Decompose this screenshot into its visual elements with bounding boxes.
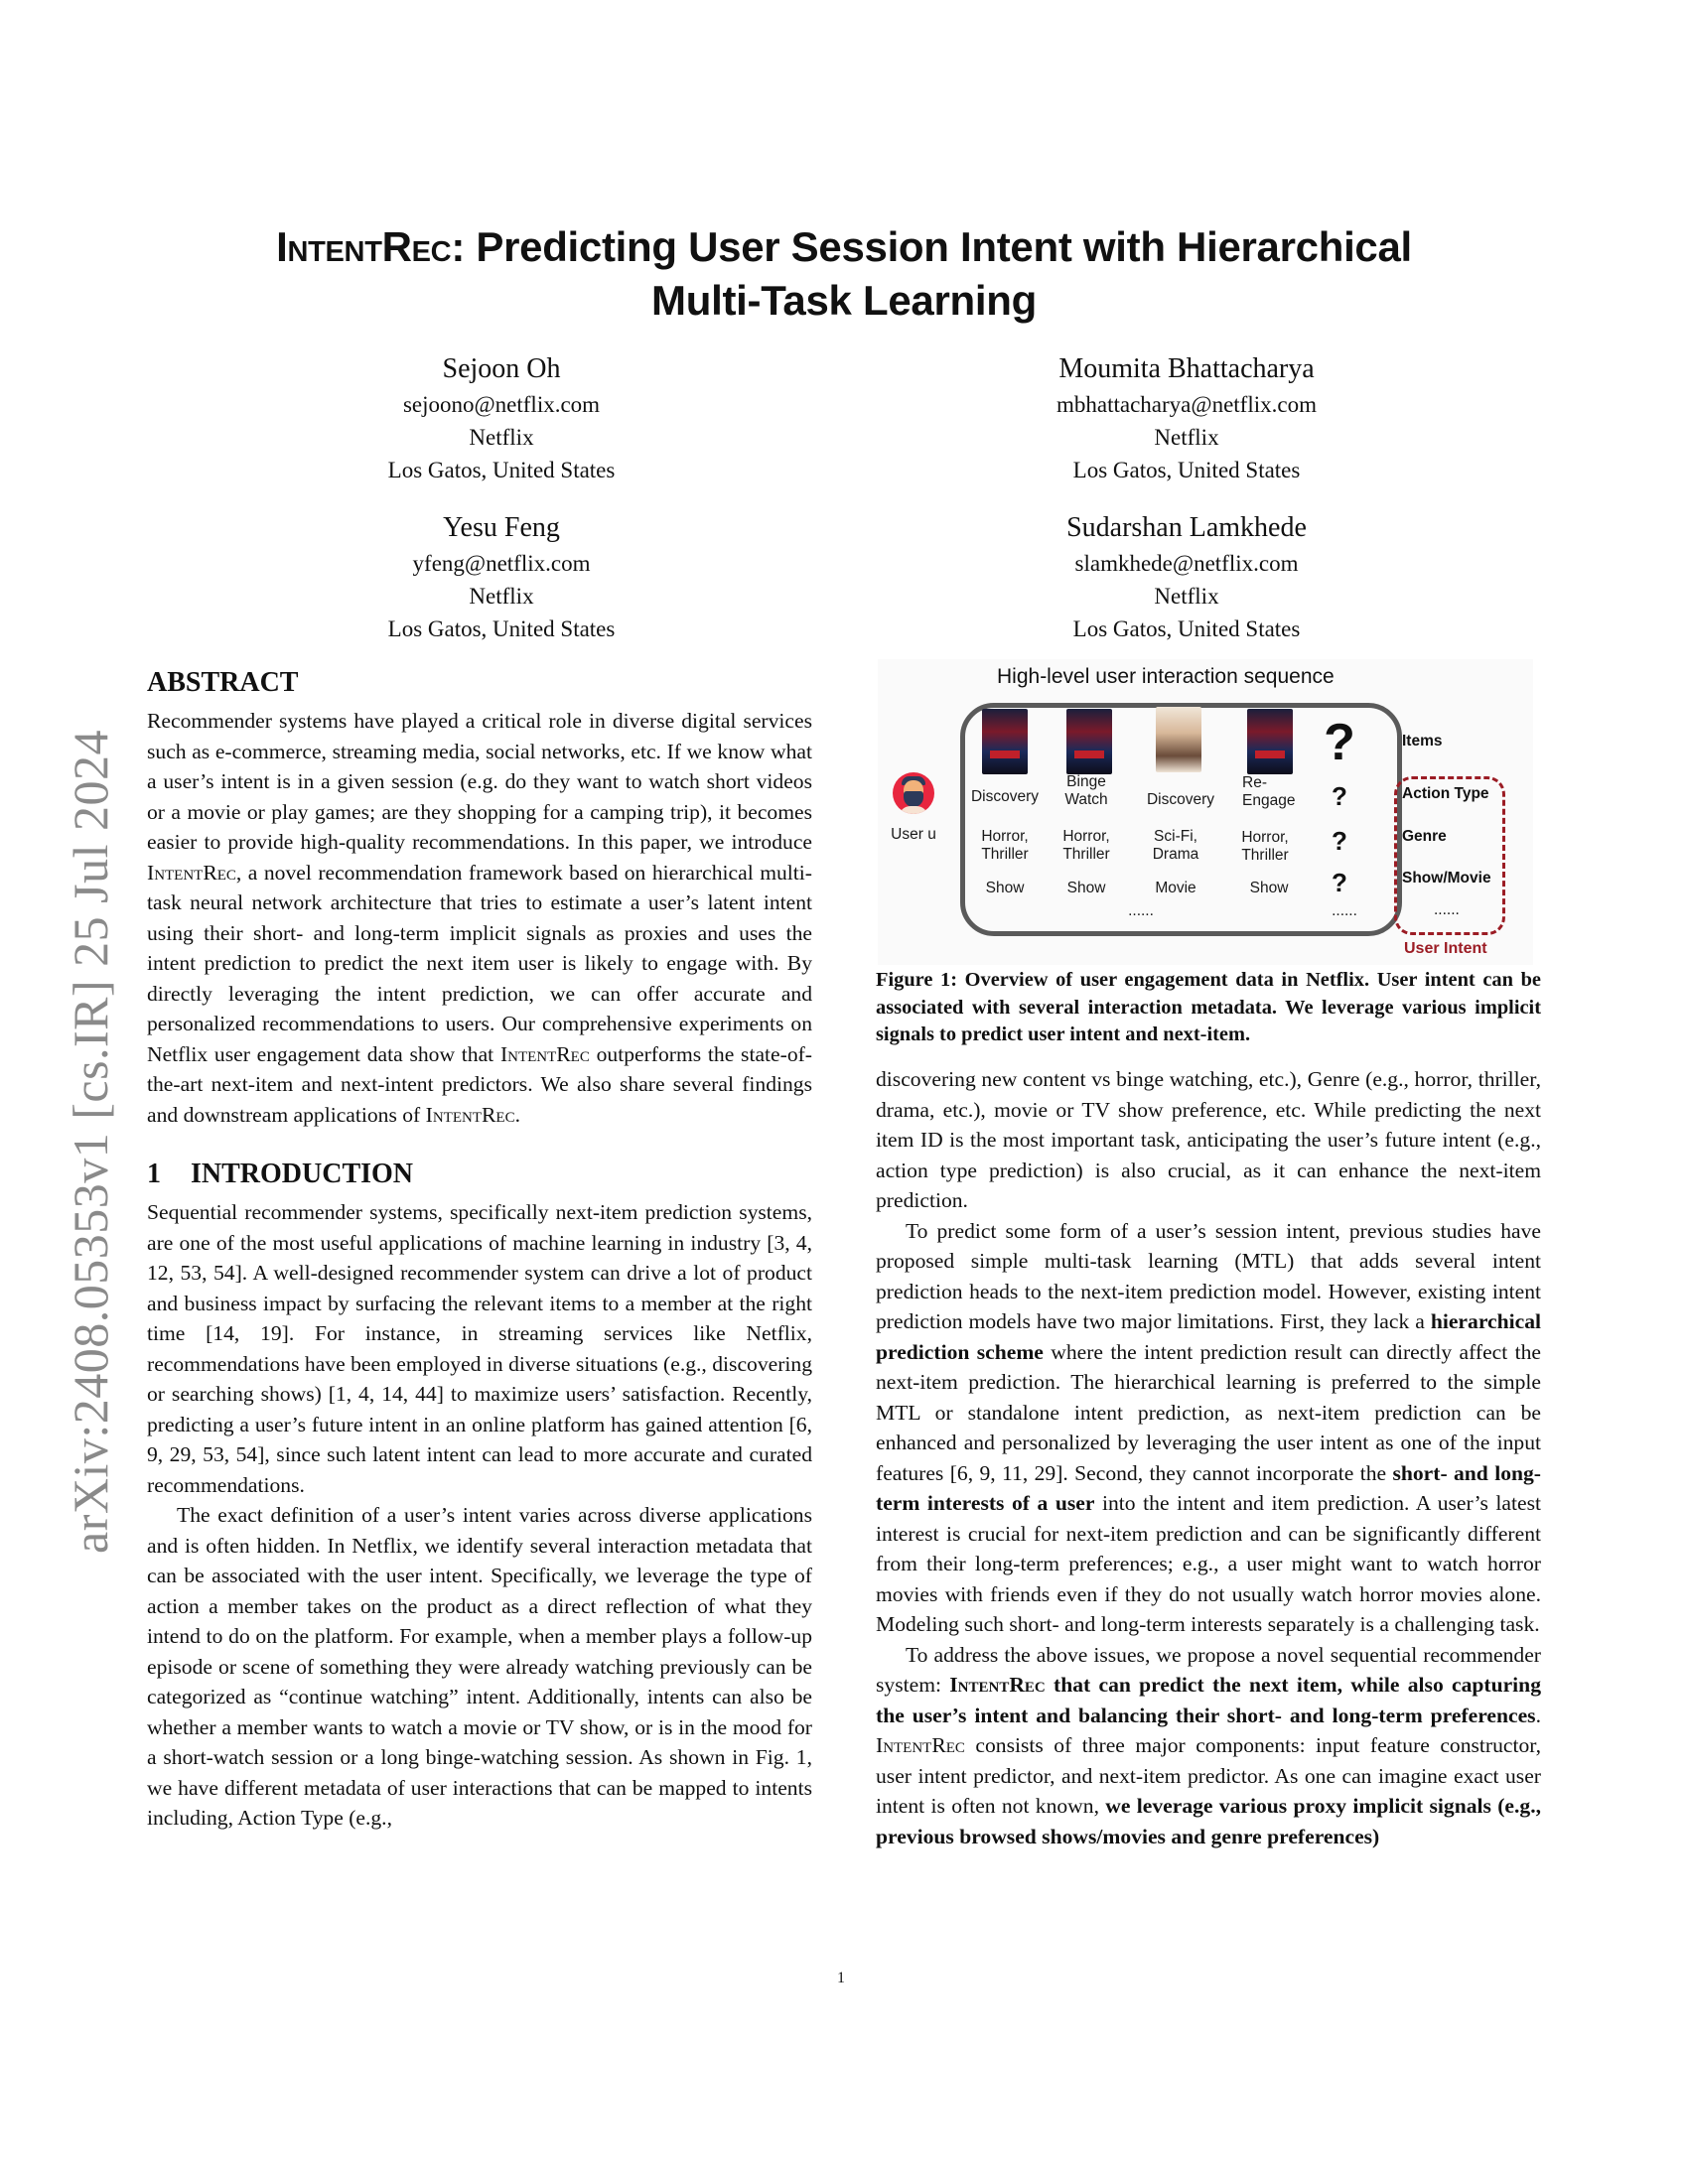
type-label: Show [1066, 880, 1106, 896]
unknown-type-mark: ? [1332, 868, 1347, 897]
figure-1-caption: Figure 1: Overview of user engagement data in Netflix. User intent can be associated with several interaction metadata. We leverage various implicit signals to predict user intent and next-item. [876, 969, 1541, 1045]
genre-label: Horror, Thriller [981, 828, 1029, 863]
emphasis: that can predict the next item, while also capturing the user’s intent and balancing their short- and long-term preferences [876, 1673, 1541, 1727]
author-block [938, 350, 1435, 486]
author-location: Los Gatos, United States [387, 458, 616, 482]
type-label: Movie [1155, 880, 1196, 896]
system-name: IntentRec [147, 860, 236, 885]
emphasis: we leverage various proxy implicit signals (e.g., previous browsed shows/movies and genre preferences) [876, 1794, 1541, 1848]
sequence-ellipsis: ...... [1128, 902, 1154, 919]
author-location: Los Gatos, United States [387, 616, 616, 641]
author-email[interactable]: sejoono@netflix.com [402, 392, 601, 417]
author-block [938, 509, 1435, 645]
stranger-things-poster-icon [1247, 709, 1293, 774]
author-name: Sejoon Oh [442, 353, 561, 384]
emphasis: short- and long-term interests of a user [876, 1460, 1541, 1515]
author-email[interactable]: yfeng@netflix.com [412, 551, 591, 576]
page-number: 1 [837, 1970, 845, 1986]
user-avatar-icon [893, 772, 934, 814]
title-line-2: Multi-Task Learning [651, 277, 1037, 324]
genre-label: Sci-Fi, Drama [1152, 828, 1199, 863]
unknown-item-mark: ? [1324, 714, 1355, 771]
introduction-heading [147, 1158, 812, 1191]
sequence-ellipsis: ...... [1332, 902, 1357, 919]
stranger-things-poster-icon [982, 709, 1028, 774]
intro-paragraph: The exact definition of a user’s intent varies across diverse applications and is often hidden. In Netflix, we identify several interaction metadata that can be associated with the user intent. Specifically, we leverage the type of action a member takes on the product as a direct reflection of what they intend to do on the platform. For example, when a member plays a follow-up episode or scene of something they were already watching previously can be categorized as “continue watching” intent. Additionally, intents can also be whether a member wants to watch a movie or TV show, or is in the mood for a short-watch session or a long binge-watching session. As shown in Fig. 1, we have different metadata of user interactions that can be mapped to intents including, Action Type (e.g., [147, 1503, 812, 1830]
author-block [253, 509, 750, 645]
type-label: Show [1249, 880, 1289, 896]
title-system-name: IntentRec [276, 223, 452, 270]
author-email[interactable]: mbhattacharya@netflix.com [1056, 392, 1317, 417]
unknown-genre-mark: ? [1332, 826, 1347, 856]
action-type-label: Action Type [1402, 785, 1489, 802]
intro-paragraph-continued: discovering new content vs binge watching, etc.), Genre (e.g., horror, thriller, drama, etc.), movie or TV show preference, etc. While predicting the next item ID is the most important task, anticipating the user’s future intent (e.g., action type prediction) is also crucial, as it can enhance the next-item prediction. [876, 1067, 1541, 1212]
user-label: User u [891, 826, 936, 843]
system-name: IntentRec [425, 1102, 515, 1127]
arxiv-identifier-stamp: arXiv:2408.05353v1 [cs.IR] 25 Jul 2024 [63, 729, 118, 1554]
author-name: Moumita Bhattacharya [1058, 353, 1315, 384]
author-affiliation: Netflix [1154, 425, 1219, 450]
genre-row-label: Genre [1402, 828, 1447, 845]
author-affiliation: Netflix [469, 584, 534, 609]
abstract-heading: ABSTRACT [147, 667, 299, 698]
items-label: Items [1402, 733, 1443, 750]
section-title: INTRODUCTION [191, 1159, 414, 1189]
author-name: Yesu Feng [443, 512, 560, 543]
system-name: IntentRec [949, 1673, 1046, 1697]
type-label: Show [985, 880, 1025, 896]
section-number: 1 [147, 1159, 161, 1189]
intro-paragraph: To address the above issues, we propose a novel sequential recommender system: IntentRec that can predict the next item, while also capturing the user’s intent and balancing their short- and long-term preferences. IntentRec consists of three major components: input feature constructor, user intent predictor, and next-item predictor. As one can imagine exact user intent is often not known, we leverage various proxy implicit signals (e.g., previous browsed shows/movies and genre preferences) [876, 1642, 1541, 1848]
author-affiliation: Netflix [469, 425, 534, 450]
show-movie-label: Show/Movie [1402, 870, 1491, 887]
author-block [253, 350, 750, 486]
genre-label: Horror, Thriller [1062, 828, 1110, 863]
abstract-text: Recommender systems have played a critical role in diverse digital services such as e-commerce, streaming media, social networks, etc. If we know what a user’s intent is in a given session (e.g. do they want to watch short videos or a movie or play games; are they shopping for a camping trip), it becomes easier to provide high-quality recommendations. In this paper, we introduce IntentRec, a novel recommendation framework based on hierarchical multi-task neural network architecture that tries to estimate a user’s latent intent using their short- and long-term implicit signals as proxies and uses the intent prediction to predict the next item user is likely to engage with. By directly leveraging the intent prediction, we can offer accurate and personalized recommendations to users. Our comprehensive experiments on Netflix user engagement data show that IntentRec outperforms the state-of-the-art next-item and next-intent predictors. We also share several findings and downstream applications of IntentRec. [147, 709, 812, 1127]
title-line-1: : Predicting User Session Intent with Hierarchical [451, 223, 1412, 270]
author-location: Los Gatos, United States [1072, 458, 1301, 482]
right-column [876, 1064, 1541, 1851]
unknown-action-mark: ? [1332, 781, 1347, 811]
action-label: Discovery [970, 788, 1040, 805]
left-column [147, 666, 812, 1834]
genre-label: Horror, Thriller [1241, 829, 1289, 864]
dont-look-up-poster-icon [1156, 707, 1201, 772]
emphasis: hierarchical prediction scheme [876, 1309, 1541, 1364]
author-affiliation: Netflix [1154, 584, 1219, 609]
stranger-things-poster-icon [1066, 709, 1112, 774]
system-name: IntentRec [499, 1041, 590, 1066]
action-label: Binge Watch [1064, 773, 1108, 808]
figure-1 [878, 659, 1533, 965]
intro-paragraph: To predict some form of a user’s session intent, previous studies have proposed simple multi-task learning (MTL) that adds several intent prediction heads to the next-item prediction model. However, existing intent prediction models have two major limitations. First, they lack a hierarchical prediction scheme where the intent prediction result can directly affect the next-item prediction. The hierarchical learning is preferred to the simple MTL or standalone intent prediction, as next-item prediction can be enhanced and personalized by leveraging the user intent as one of the input features [6, 9, 11, 29]. Second, they cannot incorporate the short- and long-term interests of a user into the intent and item prediction. A user’s latest interest is crucial for next-item prediction and can be significantly different from their long-term preferences; e.g., a user might want to watch horror movies with friends even if they do not usually watch horror movies alone. Modeling such short- and long-term interests separately is a challenging task. [876, 1218, 1541, 1636]
figure-header: High-level user interaction sequence [997, 665, 1335, 688]
author-location: Los Gatos, United States [1072, 616, 1301, 641]
action-label: Re-Engage [1242, 774, 1296, 809]
intent-ellipsis: ...... [1434, 901, 1460, 918]
author-email[interactable]: slamkhede@netflix.com [1074, 551, 1299, 576]
action-label: Discovery [1146, 791, 1215, 808]
intro-paragraph: Sequential recommender systems, specifically next-item prediction systems, are one of the most useful applications of machine learning in industry [3, 4, 12, 53, 54]. A well-designed recommender system can drive a lot of product and business impact by surfacing the relevant items to a member at the right time [14, 19]. For instance, in streaming services like Netflix, recommendations have been employed in diverse situations (e.g., discovering or searching shows) [1, 4, 14, 44] to maximize users’ satisfaction. Recently, predicting a user’s future intent in an online platform has gained attention [6, 9, 29, 53, 54], since such latent intent can lead to more accurate and curated recommendations. [147, 1200, 812, 1497]
paper-title [149, 220, 1539, 328]
author-name: Sudarshan Lamkhede [1066, 512, 1307, 543]
system-name: IntentRec [876, 1733, 965, 1757]
user-intent-label: User Intent [1404, 940, 1487, 957]
